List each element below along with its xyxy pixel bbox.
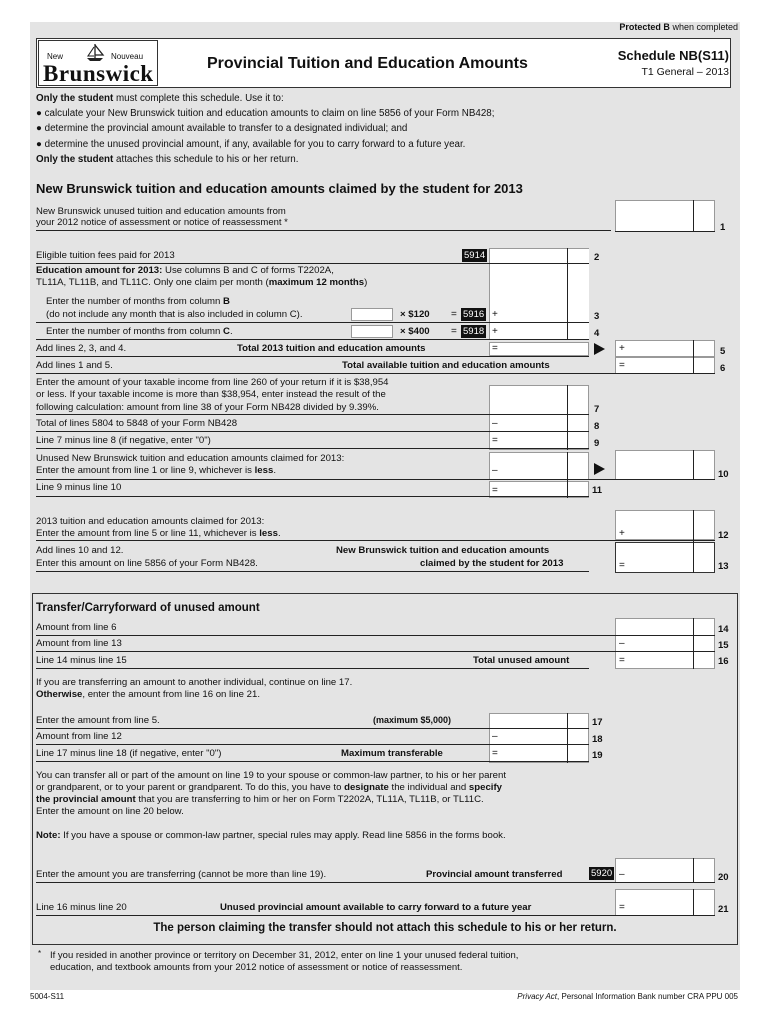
para2-designate: designate	[344, 782, 389, 793]
transfer-warning: The person claiming the transfer should not attach this schedule to his or her return.	[153, 922, 617, 934]
line13-label-d: claimed by the student for 2013	[420, 558, 564, 569]
minus-sign: –	[492, 465, 498, 476]
edu-bold: Education amount for 2013:	[36, 265, 163, 276]
line9-rule	[36, 448, 589, 449]
col2-cents	[567, 248, 568, 340]
cents-divider	[693, 542, 694, 573]
equals-sign: =	[492, 435, 498, 446]
line10-field[interactable]	[615, 450, 715, 480]
line-number-19: 19	[592, 750, 603, 761]
line21-label-a: Line 16 minus line 20	[36, 902, 127, 913]
line11-label: Line 9 minus line 10	[36, 482, 122, 493]
protected-label	[619, 22, 738, 33]
line14-rule	[36, 635, 715, 636]
equals-sign: =	[492, 343, 498, 354]
section2-heading: Transfer/Carryforward of unused amount	[36, 602, 260, 614]
code-5920: 5920	[591, 868, 613, 879]
equals-sign: =	[619, 560, 625, 571]
line5-rule	[36, 356, 589, 357]
line7-label-b: or less. If your taxable income is more than $38,954, enter instead the result of the	[36, 389, 386, 400]
line10-rule	[36, 479, 715, 480]
note-bold: Note:	[36, 830, 61, 841]
intro-bullet3: ● determine the unused provincial amount, if any, available for you to carry forward to a future year.	[36, 139, 466, 150]
line21-field[interactable]	[615, 889, 715, 916]
arrow-right-icon	[594, 343, 605, 355]
privacy-act: Privacy Act	[517, 992, 558, 1001]
logo-box	[38, 40, 158, 86]
arrow-right-icon	[594, 463, 605, 475]
line12-label-a: 2013 tuition and education amounts claimed for 2013:	[36, 516, 265, 527]
minus-sign: –	[619, 869, 625, 880]
line11-rule	[36, 496, 589, 497]
para2-text2: the individual and	[388, 782, 469, 793]
plus-sign: +	[619, 343, 625, 354]
line12-text: Enter the amount from line 5 or line 11, whichever is	[36, 528, 260, 539]
line-number-9: 9	[594, 438, 600, 449]
protected-suffix: when completed	[672, 22, 738, 32]
code-5914: 5914	[464, 250, 486, 261]
cents-divider	[693, 858, 694, 883]
line5-mid-field[interactable]	[489, 342, 589, 356]
bullet-text: determine the unused provincial amount, if any, available for you to carry forward to a future year.	[44, 139, 466, 150]
col2-field-block[interactable]	[489, 248, 589, 340]
line19-label-b: Maximum transferable	[341, 748, 443, 759]
para1-line1: If you are transferring an amount to another individual, continue on line 17.	[36, 677, 353, 688]
line4-months-input[interactable]	[351, 325, 393, 338]
line6-label-a: Add lines 1 and 5.	[36, 360, 113, 371]
line21-rule	[36, 915, 715, 916]
line8-rule	[36, 431, 589, 432]
equals-sign: =	[492, 485, 498, 496]
bullet-text: calculate your New Brunswick tuition and education amounts to claim on line 5856 of your Form NB428;	[44, 108, 495, 119]
col2-cents	[567, 713, 568, 763]
line6-field[interactable]	[615, 357, 715, 374]
logo-nouveau: Nouveau	[111, 52, 144, 61]
line4-col: C	[223, 326, 230, 337]
line13-label-b: Enter this amount on line 5856 of your Form NB428.	[36, 558, 258, 569]
line7-rule	[36, 414, 589, 415]
para1-line2	[36, 689, 260, 701]
line3-label-b: (do not include any month that is also included in column C).	[46, 309, 303, 320]
line5-field[interactable]	[615, 340, 715, 357]
line19-rule	[36, 761, 589, 762]
cents-divider	[693, 450, 694, 480]
line-number-5: 5	[720, 346, 726, 357]
minus-sign: –	[619, 638, 625, 649]
line-number-3: 3	[594, 311, 600, 322]
para2-line1: You can transfer all or part of the amount on line 19 to your spouse or common-law partner, to his or her parent	[36, 770, 506, 781]
line4-rule	[36, 339, 589, 340]
edu-l2a: TL11A, TL11B, and TL11C. Only one claim per month (	[36, 277, 269, 288]
line18-rule	[36, 744, 589, 745]
equals-sign: =	[451, 326, 457, 337]
form-title: Provincial Tuition and Education Amounts	[207, 55, 528, 72]
line-number-21: 21	[718, 904, 729, 915]
line-number-7: 7	[594, 404, 600, 415]
footnote-line1: If you resided in another province or territory on December 31, 2012, enter on line 1 your unused federal tuition,	[50, 950, 519, 961]
line14-label: Amount from line 6	[36, 622, 117, 633]
line-number-20: 20	[718, 872, 729, 883]
edu-amount-label2	[36, 277, 367, 289]
line13-label-a: Add lines 10 and 12.	[36, 545, 124, 556]
cents-divider	[693, 889, 694, 916]
line18-label: Amount from line 12	[36, 731, 122, 742]
footnote-star: *	[38, 949, 42, 958]
line20-label-b: Provincial amount transferred	[426, 869, 563, 880]
code-5918: 5918	[463, 326, 485, 337]
lines14-16-field[interactable]	[615, 618, 715, 669]
line10-text: Enter the amount from line 1 or line 9, whichever is	[36, 465, 255, 476]
line-number-11: 11	[592, 485, 603, 496]
para2-text3: that you are transferring to him or her on Form T2202A, TL11A, TL11B, or TL11C.	[135, 794, 484, 805]
line17-label: Enter the amount from line 5.	[36, 715, 160, 726]
line12-rule	[36, 540, 715, 541]
line17-rule	[36, 728, 589, 729]
note	[36, 830, 506, 842]
line4-text: Enter the number of months from column	[46, 326, 224, 337]
line3-label-a	[46, 296, 230, 308]
line2-label: Eligible tuition fees paid for 2013	[36, 250, 175, 261]
equals-sign: =	[451, 309, 457, 320]
line3-multiplier: × $120	[400, 309, 430, 320]
line4-label	[46, 326, 233, 338]
para2-provincial: the provincial amount	[36, 794, 136, 805]
line17-max: (maximum $5,000)	[373, 715, 452, 725]
line16-label-b: Total unused amount	[473, 655, 570, 666]
intro-rest1: must complete this schedule. Use it to:	[113, 93, 284, 104]
footnote-line2: education, and textbook amounts from your 2012 notice of assessment or notice of reassessment.	[50, 962, 463, 973]
note-rest: If you have a spouse or common-law partner, special rules may apply. Read line 5856 in the forms book.	[60, 830, 506, 841]
form-number: 5004-S11	[30, 992, 65, 1001]
line20-label-a: Enter the amount you are transferring (cannot be more than line 19).	[36, 869, 327, 880]
para2-line4: Enter the amount on line 20 below.	[36, 806, 184, 817]
line16-label-a: Line 14 minus line 15	[36, 655, 127, 666]
line6-label-b: Total available tuition and education amounts	[342, 360, 550, 371]
line-number-16: 16	[718, 656, 729, 667]
line-number-15: 15	[718, 640, 729, 651]
line12-dot: .	[277, 528, 281, 539]
plus-sign: +	[492, 326, 498, 337]
edu-amount-label	[36, 265, 334, 277]
equals-sign: =	[619, 902, 625, 913]
intro-line2	[36, 154, 298, 166]
para2-line2	[36, 782, 502, 794]
intro-bullet2: ● determine the provincial amount available to transfer to a designated individual; and	[36, 123, 408, 134]
line1-label-b: your 2012 notice of assessment or notice of reassessment *	[36, 217, 288, 228]
section1-heading: New Brunswick tuition and education amounts claimed by the student for 2013	[36, 181, 523, 196]
intro-bullet1: ● calculate your New Brunswick tuition and education amounts to claim on line 5856 of your Form NB428;	[36, 108, 495, 119]
line8-label: Total of lines 5804 to 5848 of your Form NB428	[36, 418, 238, 429]
intro-line1	[36, 93, 284, 105]
schedule-id: Schedule NB(S11)	[617, 48, 729, 63]
line-number-14: 14	[718, 624, 729, 635]
line16-rule	[36, 668, 589, 669]
privacy-rest: , Personal Information Bank number CRA PPU 005	[557, 992, 738, 1001]
line5-label-a: Add lines 2, 3, and 4.	[36, 343, 127, 354]
line19-label-a: Line 17 minus line 18 (if negative, enter "0")	[36, 748, 222, 759]
line13-rule	[36, 571, 589, 572]
code-5916: 5916	[463, 309, 485, 320]
line-number-12: 12	[718, 530, 729, 541]
line13-label-c: New Brunswick tuition and education amounts	[336, 545, 550, 556]
line10-label-b	[36, 465, 276, 477]
line-number-6: 6	[720, 363, 726, 374]
line12-less: less	[259, 528, 278, 539]
cents-divider	[693, 200, 694, 232]
line12-label-b	[36, 528, 281, 540]
cents-divider	[693, 618, 694, 669]
line4-multiplier: × $400	[400, 326, 430, 337]
minus-sign: –	[492, 418, 498, 429]
intro-bold1: Only the student	[36, 93, 114, 104]
line21-label-b: Unused provincial amount available to carry forward to a future year	[220, 902, 532, 913]
line20-field[interactable]	[615, 858, 715, 883]
line9-label: Line 7 minus line 8 (if negative, enter "0")	[36, 435, 211, 446]
line-number-1: 1	[720, 222, 726, 233]
intro-bold2: Only the student	[36, 154, 114, 165]
line1-label-a: New Brunswick unused tuition and education amounts from	[36, 206, 286, 217]
equals-sign: =	[619, 360, 625, 371]
para2-text: or grandparent, or to your parent or grandparent. To do this, you have to	[36, 782, 345, 793]
logo-new: New	[47, 52, 64, 61]
cents-divider	[693, 357, 694, 374]
line5-label-b: Total 2013 tuition and education amounts	[237, 343, 426, 354]
line10-dot: .	[273, 465, 276, 476]
protected-text: Protected B	[619, 22, 670, 32]
form-subtitle: T1 General – 2013	[641, 66, 729, 78]
plus-sign: +	[492, 309, 498, 320]
plus-sign: +	[619, 528, 625, 539]
privacy-notice	[517, 992, 738, 1002]
line3-months-input[interactable]	[351, 308, 393, 321]
logo-brunswick: Brunswick	[43, 61, 154, 86]
edu-l2c: )	[364, 277, 368, 288]
line12-field[interactable]	[615, 510, 715, 540]
edu-rest: Use columns B and C of forms T2202A,	[162, 265, 334, 276]
line-number-18: 18	[592, 734, 603, 745]
line10-label-a: Unused New Brunswick tuition and education amounts claimed for 2013:	[36, 453, 345, 464]
line10-less: less	[254, 465, 274, 476]
line20-rule	[36, 882, 715, 883]
line4-dot: .	[229, 326, 233, 337]
equals-sign: =	[492, 748, 498, 759]
line6-rule	[36, 373, 715, 374]
line1-underline	[615, 231, 715, 232]
line-number-17: 17	[592, 717, 603, 728]
line13-field[interactable]	[615, 542, 715, 573]
line-number-4: 4	[594, 328, 600, 339]
line-number-8: 8	[594, 421, 600, 432]
line1-field[interactable]	[615, 200, 715, 232]
line1-rule	[36, 230, 611, 231]
equals-sign: =	[619, 655, 625, 666]
intro-rest2: attaches this schedule to his or her return.	[113, 154, 299, 165]
line10-mid-field[interactable]	[489, 452, 589, 480]
edu-l2b: maximum 12 months	[268, 277, 365, 288]
para2-specify: specify	[468, 782, 502, 793]
bullet-text: determine the provincial amount available to transfer to a designated individual; and	[44, 123, 408, 134]
line-number-2: 2	[594, 252, 600, 263]
line3-col: B	[223, 296, 230, 307]
lines17-19-field[interactable]	[489, 713, 589, 763]
line7-label-c: following calculation: amount from line 38 of your Form NB428 divided by 9.39%.	[36, 402, 379, 413]
line15-rule	[36, 651, 715, 652]
line7-label-a: Enter the amount of your taxable income from line 260 of your return if it is $38,954	[36, 377, 389, 388]
line3-text: Enter the number of months from column	[46, 296, 224, 307]
col2-cents	[567, 385, 568, 450]
line3-rule	[36, 322, 589, 323]
col2-field-block2[interactable]	[489, 385, 589, 450]
minus-sign: –	[492, 731, 498, 742]
line15-label: Amount from line 13	[36, 638, 122, 649]
line2-rule	[36, 263, 589, 264]
para2-line3	[36, 794, 484, 806]
ship-icon	[81, 42, 109, 62]
line-number-13: 13	[718, 561, 729, 572]
line-number-10: 10	[718, 469, 729, 480]
para1-otherwise: Otherwise	[36, 689, 83, 700]
para1-rest: , enter the amount from line 16 on line 21.	[82, 689, 260, 700]
